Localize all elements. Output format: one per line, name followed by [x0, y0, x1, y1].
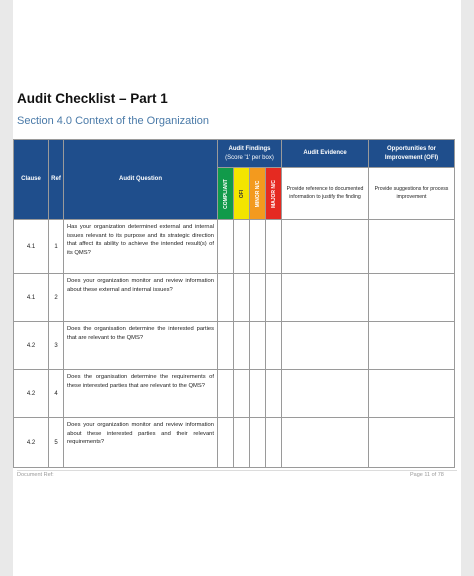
clause-cell: 4.2: [14, 418, 49, 468]
minor-nc-score-cell[interactable]: [250, 370, 266, 418]
ref-cell: 2: [49, 274, 64, 322]
minor-nc-score-cell[interactable]: [250, 418, 266, 468]
audit-evidence-header: Audit Evidence: [282, 140, 369, 168]
table-row: [14, 274, 455, 322]
page-title: Audit Checklist – Part 1: [17, 91, 168, 106]
compliant-score-cell[interactable]: [218, 418, 234, 468]
compliant-score-cell[interactable]: [218, 220, 234, 274]
major-nc-score-cell[interactable]: [266, 322, 282, 370]
page-number: Page 11 of 78: [410, 472, 444, 478]
minor-nc-score-cell[interactable]: [250, 220, 266, 274]
question-cell: Has your organization determined external and internal issues relevant to its purpose and its strategic direction that affect its ability to achieve the intended result(s) of its QMS?: [64, 220, 218, 274]
audit-findings-title: Audit Findings: [228, 146, 271, 153]
ref-cell: 3: [49, 322, 64, 370]
audit-question-header: Audit Question: [64, 140, 218, 220]
ofi-cell[interactable]: [369, 370, 455, 418]
major-nc-column-header: [266, 168, 282, 220]
evidence-cell[interactable]: [282, 322, 369, 370]
compliant-column-header: [218, 168, 234, 220]
evidence-cell[interactable]: [282, 274, 369, 322]
audit-findings-note: (Score '1' per box): [225, 154, 274, 161]
ofi-score-cell[interactable]: [234, 322, 250, 370]
major-nc-score-cell[interactable]: [266, 220, 282, 274]
ofi-score-cell[interactable]: [234, 370, 250, 418]
minor-nc-column-header: [250, 168, 266, 220]
audit-checklist-table: [13, 139, 455, 468]
header-row-1: [14, 140, 455, 168]
clause-cell: 4.1: [14, 220, 49, 274]
ofi-score-cell[interactable]: [234, 274, 250, 322]
major-nc-score-cell[interactable]: [266, 370, 282, 418]
ref-cell: 1: [49, 220, 64, 274]
question-cell: Does your organization monitor and review information about these external and internal issues?: [64, 274, 218, 322]
major-nc-score-cell[interactable]: [266, 418, 282, 468]
ofi-score-cell[interactable]: [234, 220, 250, 274]
compliant-score-cell[interactable]: [218, 322, 234, 370]
question-cell: Does the organisation determine the requirements of these interested parties that are relevant to the QMS?: [64, 370, 218, 418]
ofi-cell[interactable]: [369, 322, 455, 370]
document-ref-label: Document Ref:: [17, 472, 54, 478]
question-cell: Does the organisation determine the interested parties that are relevant to the QMS?: [64, 322, 218, 370]
major-nc-label: MAJOR N/C: [270, 179, 277, 208]
footer-divider: [17, 470, 457, 471]
ofi-instruction: Provide suggestions for process improvement: [369, 168, 455, 220]
ofi-column-header: [234, 168, 250, 220]
evidence-cell[interactable]: [282, 220, 369, 274]
ofi-cell[interactable]: [369, 418, 455, 468]
audit-findings-header: [218, 140, 282, 168]
table-row: [14, 418, 455, 468]
section-subtitle: Section 4.0 Context of the Organization: [17, 115, 210, 127]
minor-nc-score-cell[interactable]: [250, 274, 266, 322]
table-row: [14, 322, 455, 370]
ofi-score-cell[interactable]: [234, 418, 250, 468]
compliant-label: COMPLIANT: [222, 178, 229, 209]
evidence-instruction: Provide reference to documented information to justify the finding: [282, 168, 369, 220]
minor-nc-label: MINOR N/C: [254, 180, 261, 207]
clause-header: Clause: [14, 140, 49, 220]
evidence-cell[interactable]: [282, 370, 369, 418]
evidence-cell[interactable]: [282, 418, 369, 468]
ofi-header: Opportunities for Improvement (OFI): [369, 140, 455, 168]
ofi-label: OFI: [238, 189, 245, 198]
compliant-score-cell[interactable]: [218, 274, 234, 322]
ofi-cell[interactable]: [369, 274, 455, 322]
ref-cell: 4: [49, 370, 64, 418]
major-nc-score-cell[interactable]: [266, 274, 282, 322]
ofi-cell[interactable]: [369, 220, 455, 274]
ref-header: Ref: [49, 140, 64, 220]
minor-nc-score-cell[interactable]: [250, 322, 266, 370]
clause-cell: 4.1: [14, 274, 49, 322]
table-row: [14, 220, 455, 274]
clause-cell: 4.2: [14, 322, 49, 370]
clause-cell: 4.2: [14, 370, 49, 418]
ref-cell: 5: [49, 418, 64, 468]
compliant-score-cell[interactable]: [218, 370, 234, 418]
question-cell: Does your organization monitor and review information about these interested parties and their relevant requirements?: [64, 418, 218, 468]
table-row: [14, 370, 455, 418]
